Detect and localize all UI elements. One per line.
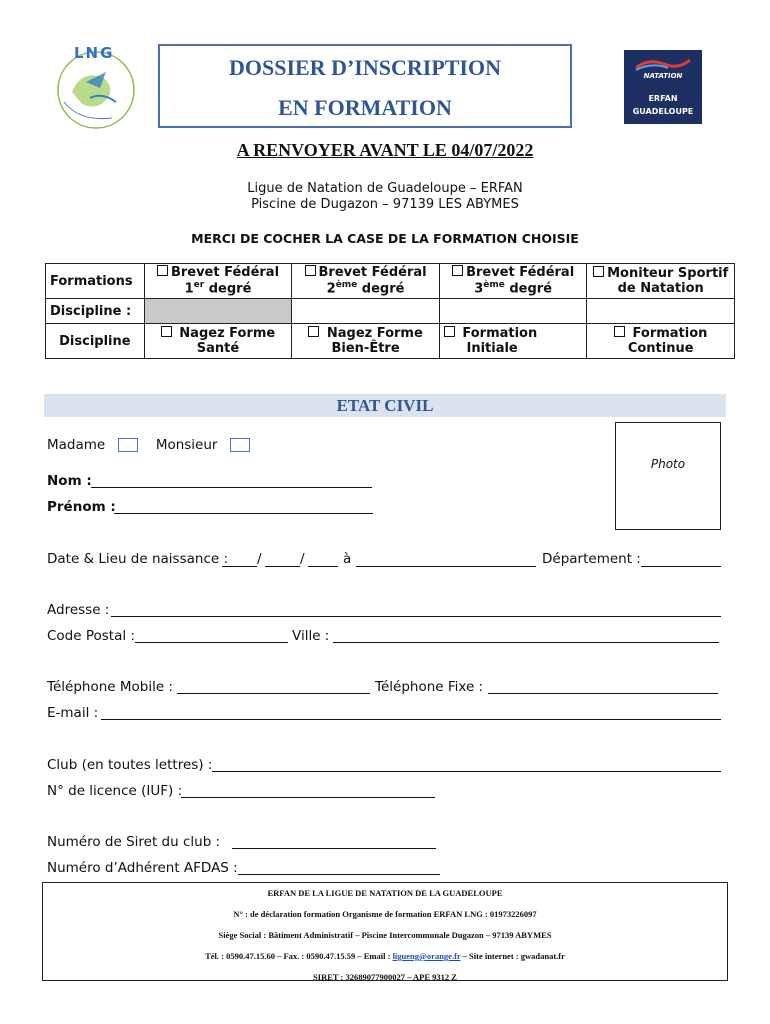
photo-box bbox=[615, 422, 721, 530]
civility-row bbox=[47, 437, 250, 453]
email-field[interactable] bbox=[101, 719, 721, 720]
date-separator: / bbox=[257, 551, 262, 567]
footer-line4: Tél. : 0590.47.15.60 – Fax. : 0590.47.15.59 – Email : ligueng@orange.fr – Site internet : gwadanat.fr bbox=[205, 951, 565, 961]
erfan-logo-line2: ERFAN bbox=[648, 94, 678, 103]
checkbox-icon[interactable] bbox=[305, 265, 316, 276]
photo-label: Photo bbox=[650, 457, 686, 471]
club-field[interactable] bbox=[212, 771, 721, 772]
discipline-cell bbox=[439, 299, 587, 324]
birth-day-field[interactable] bbox=[222, 566, 257, 567]
a-label: à bbox=[343, 551, 352, 567]
footer-line3: Siège Social : Bâtiment Administratif – Piscine Intercommunale Dugazon – 97139 ABYMES bbox=[218, 930, 552, 940]
madame-label: Madame bbox=[47, 437, 106, 453]
adresse-field[interactable] bbox=[111, 616, 721, 617]
discipline-cell-disabled bbox=[144, 299, 292, 324]
discipline-option[interactable]: Formation Continue bbox=[587, 324, 735, 359]
siret-club-field[interactable] bbox=[232, 848, 436, 849]
formation-option[interactable]: Brevet Fédéral 2ème degré bbox=[292, 264, 440, 299]
checkbox-icon[interactable] bbox=[444, 326, 455, 337]
discipline-cell bbox=[587, 299, 735, 324]
address-line2: Piscine de Dugazon – 97139 LES ABYMES bbox=[251, 197, 519, 212]
title-line1: DOSSIER D’INSCRIPTION bbox=[228, 55, 501, 80]
licence-field[interactable] bbox=[181, 797, 435, 798]
prenom-field[interactable] bbox=[114, 513, 373, 514]
footer-line5: SIRET : 32689077900027 – APE 9312 Z bbox=[313, 972, 457, 982]
checkbox-icon[interactable] bbox=[161, 326, 172, 337]
lng-logo-text: LNG bbox=[74, 44, 115, 62]
footer-line2: N° : de déclaration formation Organisme de formation ERFAN LNG : 01973226097 bbox=[233, 909, 537, 919]
checkbox-icon[interactable] bbox=[308, 326, 319, 337]
licence-label: N° de licence (IUF) : bbox=[47, 783, 183, 799]
row-label-discipline-options: Discipline bbox=[46, 324, 145, 359]
siret-club-label: Numéro de Siret du club : bbox=[47, 834, 221, 850]
checkbox-icon[interactable] bbox=[157, 265, 168, 276]
discipline-option[interactable]: Nagez Forme Bien-Être bbox=[292, 324, 440, 359]
formation-option[interactable]: Moniteur Sportif de Natation bbox=[587, 264, 735, 299]
discipline-option[interactable]: Nagez Forme Santé bbox=[144, 324, 292, 359]
erfan-logo-line3: GUADELOUPE bbox=[632, 107, 694, 116]
erfan-logo bbox=[624, 50, 702, 124]
formation-option[interactable]: Brevet Fédéral 3ème degré bbox=[439, 264, 587, 299]
departement-field[interactable] bbox=[641, 566, 721, 567]
tel-fixe-label: Téléphone Fixe : bbox=[375, 679, 484, 695]
code-postal-label: Code Postal : bbox=[47, 628, 135, 644]
email-label: E-mail : bbox=[47, 705, 99, 721]
tel-mobile-label: Téléphone Mobile : bbox=[47, 679, 173, 695]
row-label-formations: Formations bbox=[46, 264, 145, 299]
nom-label: Nom : bbox=[47, 473, 92, 489]
birth-place-field[interactable] bbox=[356, 566, 536, 567]
discipline-option[interactable]: Formation Initiale bbox=[439, 324, 587, 359]
ville-field[interactable] bbox=[333, 642, 719, 643]
adresse-label: Adresse : bbox=[47, 602, 110, 618]
deadline: A RENVOYER AVANT LE 04/07/2022 bbox=[236, 140, 534, 160]
naissance-label: Date & Lieu de naissance : bbox=[47, 551, 229, 567]
code-postal-field[interactable] bbox=[135, 642, 288, 643]
tel-mobile-field[interactable] bbox=[177, 693, 370, 694]
prenom-label: Prénom : bbox=[47, 499, 116, 515]
section-heading-etat-civil: ETAT CIVIL bbox=[44, 394, 726, 417]
instruction: MERCI DE COCHER LA CASE DE LA FORMATION CHOISIE bbox=[191, 231, 579, 246]
monsieur-checkbox[interactable] bbox=[230, 438, 250, 452]
checkbox-icon[interactable] bbox=[614, 326, 625, 337]
birth-month-field[interactable] bbox=[265, 566, 300, 567]
footer-email-link[interactable]: ligueng@orange.fr bbox=[392, 951, 461, 961]
row-label-discipline: Discipline : bbox=[46, 299, 145, 324]
discipline-cell bbox=[292, 299, 440, 324]
tel-fixe-field[interactable] bbox=[488, 693, 718, 694]
address-line1: Ligue de Natation de Guadeloupe – ERFAN bbox=[247, 181, 523, 196]
afdas-label: Numéro d’Adhérent AFDAS : bbox=[47, 860, 238, 876]
checkbox-icon[interactable] bbox=[452, 265, 463, 276]
swimmer-icon bbox=[634, 56, 692, 72]
departement-label: Département : bbox=[542, 551, 641, 567]
nom-field[interactable] bbox=[91, 487, 372, 488]
ville-label: Ville : bbox=[292, 628, 330, 644]
monsieur-label: Monsieur bbox=[155, 437, 218, 453]
formation-table bbox=[45, 263, 735, 359]
madame-checkbox[interactable] bbox=[118, 438, 138, 452]
checkbox-icon[interactable] bbox=[593, 266, 604, 277]
afdas-field[interactable] bbox=[238, 874, 440, 875]
footer-box bbox=[42, 882, 728, 981]
footer-line1: ERFAN DE LA LIGUE DE NATATION DE LA GUADELOUPE bbox=[267, 888, 503, 898]
birth-year-field[interactable] bbox=[308, 566, 338, 567]
title-box bbox=[158, 44, 572, 128]
club-label: Club (en toutes lettres) : bbox=[47, 757, 213, 773]
lng-logo bbox=[50, 42, 142, 132]
date-separator: / bbox=[300, 551, 305, 567]
erfan-logo-line1: NATATION bbox=[643, 72, 683, 80]
title-line2: EN FORMATION bbox=[278, 95, 452, 120]
formation-option[interactable]: Brevet Fédéral 1er degré bbox=[144, 264, 292, 299]
